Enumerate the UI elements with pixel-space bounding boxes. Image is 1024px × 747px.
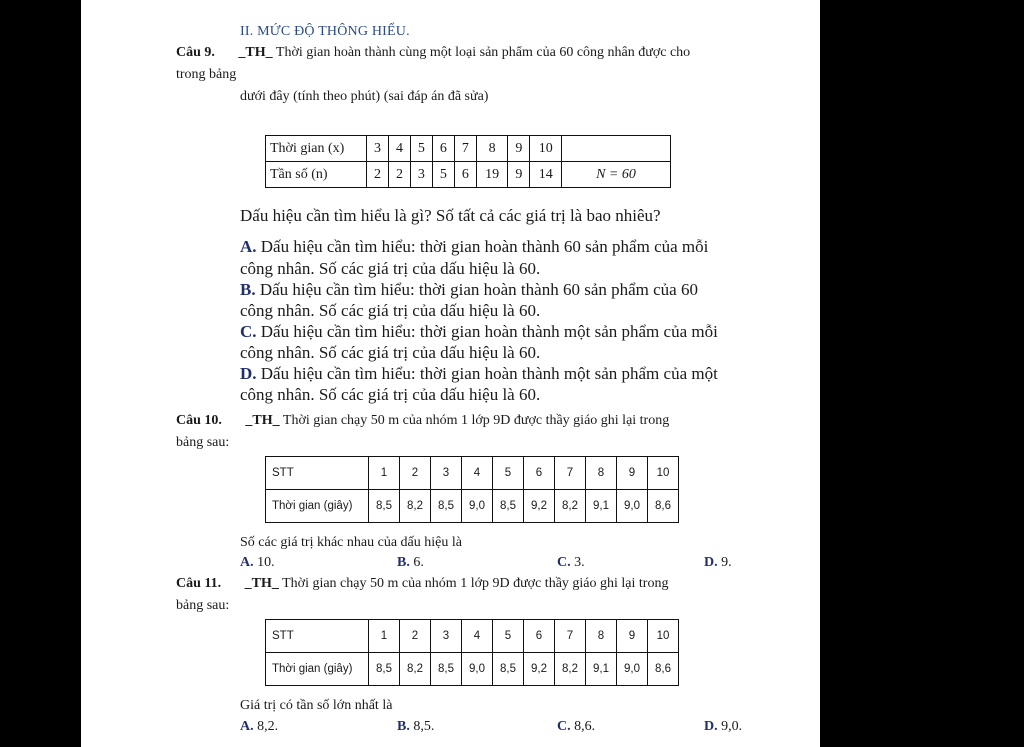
q9-table-row-n [266,162,671,188]
q10-option-d-letter: D. [704,555,718,570]
q10-question: Số các giá trị khác nhau của dấu hiệu là [240,535,462,550]
q9-option-d [240,364,718,384]
q11-header-label: STT [266,620,369,653]
q11-time-table [265,619,679,686]
q9-number: Câu 9. [176,45,215,60]
q9-option-b-line1: Dấu hiệu cần tìm hiểu: thời gian hoàn thành 60 sản phẩm của 60 [259,280,698,299]
q9-n-cell: 9 [508,162,530,188]
q11-stt-cell: 2 [400,620,431,653]
q10-option-a-letter: A. [240,555,254,570]
q9-stem [176,45,690,61]
q9-n-cell: 3 [410,162,432,188]
q10-option-b [397,555,424,571]
q10-stt-cell: 8 [586,457,617,490]
q10-stt-cell: 2 [400,457,431,490]
q9-n-cell: 2 [388,162,410,188]
q10-option-c-letter: C. [557,555,571,570]
q10-option-a [240,555,275,571]
q10-stem [176,413,669,429]
q9-question: Dấu hiệu cần tìm hiểu là gì? Số tất cả các giá trị là bao nhiêu? [240,206,661,225]
q11-time-cell: 9,0 [462,653,493,686]
q10-table-header-row [266,457,679,490]
q10-header-label: STT [266,457,369,490]
q11-time-cell: 8,5 [431,653,462,686]
q10-time-cell: 8,6 [648,490,679,523]
q11-option-d [704,719,742,735]
q9-option-c-line1: Dấu hiệu cần tìm hiểu: thời gian hoàn thành một sản phẩm của mỗi [260,322,718,341]
q10-option-b-letter: B. [397,555,410,570]
q10-time-table [265,456,679,523]
q9-option-b-line2: công nhân. Số các giá trị của dấu hiệu là 60. [240,301,541,320]
q9-x-cell: 7 [454,136,476,162]
q10-stt-cell: 7 [555,457,586,490]
q9-option-d-line2: công nhân. Số các giá trị của dấu hiệu là 60. [240,385,541,404]
q10-time-cell: 9,1 [586,490,617,523]
q10-option-c [557,555,585,571]
q9-option-c-letter: C. [240,322,257,341]
q10-time-cell: 9,0 [462,490,493,523]
q10-tag: _TH_ [245,413,280,428]
q11-time-cell: 8,5 [493,653,524,686]
q11-tag: _TH_ [244,576,279,591]
section-title: II. MỨC ĐỘ THÔNG HIỂU. [240,24,410,39]
q11-time-cell: 8,2 [555,653,586,686]
q11-stt-cell: 7 [555,620,586,653]
q11-time-cell: 8,6 [648,653,679,686]
q9-tag: _TH_ [238,45,273,60]
q9-option-d-letter: D. [240,364,257,383]
q9-option-d-line1: Dấu hiệu cần tìm hiểu: thời gian hoàn thành một sản phẩm của một [260,364,718,383]
q10-time-cell: 9,2 [524,490,555,523]
q9-row-label-n: Tần số (n) [266,162,367,188]
q9-option-a-line1: Dấu hiệu cần tìm hiểu: thời gian hoàn thành 60 sản phẩm của mỗi [260,237,709,256]
q11-time-cell: 9,0 [617,653,648,686]
q11-stem-line2: bảng sau: [176,598,230,613]
q10-option-c-text: 3. [574,555,585,570]
q9-x-cell: 3 [367,136,389,162]
q10-stt-cell: 9 [617,457,648,490]
q10-time-cell: 8,2 [555,490,586,523]
q11-option-a-text: 8,2. [257,719,279,734]
q11-option-d-letter: D. [704,719,718,734]
q9-x-cell: 8 [476,136,508,162]
q10-stem-line2: bảng sau: [176,435,230,450]
q11-option-d-text: 9,0. [721,719,743,734]
q9-x-cell: 4 [388,136,410,162]
q10-time-cell: 8,5 [431,490,462,523]
q9-option-b [240,280,698,300]
q10-stt-cell: 5 [493,457,524,490]
q11-option-b-text: 8,5. [413,719,435,734]
q11-stt-cell: 6 [524,620,555,653]
q9-option-a-line2: công nhân. Số các giá trị của dấu hiệu là 60. [240,259,541,278]
q9-stem-line2: trong bảng [176,67,237,82]
q9-option-c-line2: công nhân. Số các giá trị của dấu hiệu là 60. [240,343,541,362]
q10-stt-cell: 6 [524,457,555,490]
q11-row-label: Thời gian (giây) [266,653,369,686]
q11-table-header-row [266,620,679,653]
q9-n-cell: 2 [367,162,389,188]
q9-x-cell: 5 [410,136,432,162]
q9-option-a-letter: A. [240,237,257,256]
q9-x-cell: 6 [432,136,454,162]
q11-option-a-letter: A. [240,719,254,734]
q11-stt-cell: 1 [369,620,400,653]
q9-option-c [240,322,718,342]
q10-number: Câu 10. [176,413,222,428]
q11-number: Câu 11. [176,576,222,591]
q10-stt-cell: 1 [369,457,400,490]
q10-stt-cell: 4 [462,457,493,490]
q11-time-cell: 8,5 [369,653,400,686]
q9-option-a [240,237,708,257]
q11-option-b [397,719,434,735]
q10-option-d [704,555,732,571]
q9-frequency-table [265,135,671,188]
q11-option-c-text: 8,6. [574,719,596,734]
q10-option-a-text: 10. [257,555,275,570]
q11-option-a [240,719,278,735]
q11-stem [176,576,668,592]
q10-row-label: Thời gian (giây) [266,490,369,523]
q11-stem-line1: Thời gian chạy 50 m của nhóm 1 lớp 9D được thầy giáo ghi lại trong [282,576,669,591]
q9-n-cell: 14 [530,162,562,188]
q11-table-time-row [266,653,679,686]
q10-time-cell: 9,0 [617,490,648,523]
document-page [81,0,820,747]
q9-stem-line3: dưới đây (tính theo phút) (sai đáp án đã sửa) [240,89,489,104]
q9-empty-cell [562,136,671,162]
q11-time-cell: 9,2 [524,653,555,686]
q9-n-cell: 19 [476,162,508,188]
q10-stem-line1: Thời gian chạy 50 m của nhóm 1 lớp 9D được thầy giáo ghi lại trong [282,413,670,428]
q11-stt-cell: 4 [462,620,493,653]
q11-time-cell: 9,1 [586,653,617,686]
q11-stt-cell: 8 [586,620,617,653]
q11-question: Giá trị có tần số lớn nhất là [240,698,393,713]
q11-time-cell: 8,2 [400,653,431,686]
q10-stt-cell: 3 [431,457,462,490]
q9-option-b-letter: B. [240,280,256,299]
q9-total-cell: N = 60 [562,162,671,188]
q11-option-c-letter: C. [557,719,571,734]
q10-time-cell: 8,5 [493,490,524,523]
q9-n-cell: 5 [432,162,454,188]
q10-option-d-text: 9. [721,555,732,570]
q10-time-cell: 8,2 [400,490,431,523]
q11-option-b-letter: B. [397,719,410,734]
q9-stem-line1: Thời gian hoàn thành cùng một loại sản phẩm của 60 công nhân được cho [275,45,691,60]
q9-table-row-x [266,136,671,162]
q11-stt-cell: 5 [493,620,524,653]
q11-option-c [557,719,595,735]
q9-x-cell: 10 [530,136,562,162]
q10-stt-cell: 10 [648,457,679,490]
q10-table-time-row [266,490,679,523]
q11-stt-cell: 3 [431,620,462,653]
q10-time-cell: 8,5 [369,490,400,523]
q9-n-cell: 6 [454,162,476,188]
q10-option-b-text: 6. [413,555,424,570]
q11-stt-cell: 9 [617,620,648,653]
q11-stt-cell: 10 [648,620,679,653]
q9-row-label-x: Thời gian (x) [266,136,367,162]
q9-x-cell: 9 [508,136,530,162]
